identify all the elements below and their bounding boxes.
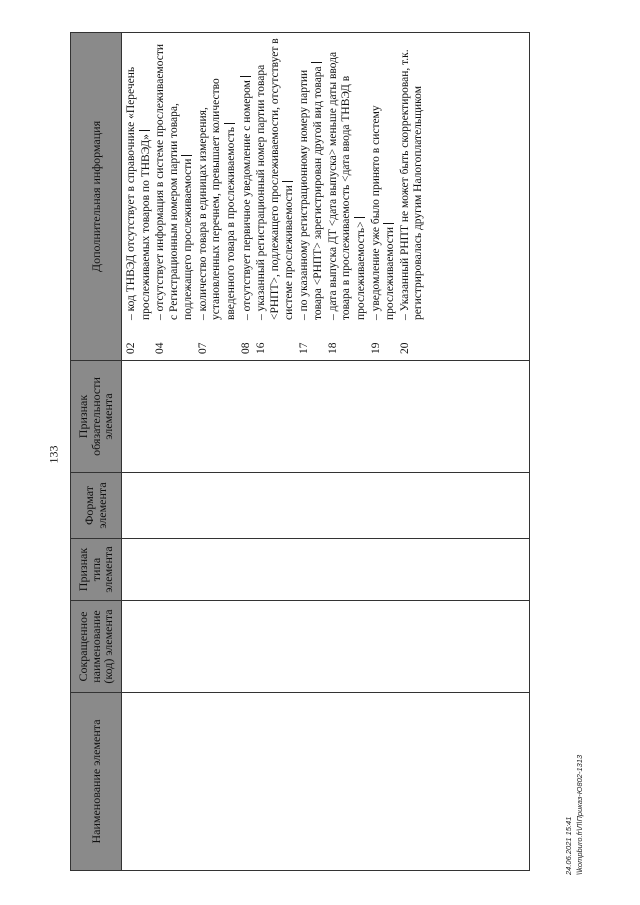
list-item bbox=[399, 37, 426, 354]
footer-timestamp: 24.06.2021 15:41 bbox=[564, 816, 573, 875]
list-item bbox=[240, 37, 255, 354]
error-code: 08 bbox=[239, 342, 252, 354]
error-text: – отсутствует первичное уведомление с номером bbox=[240, 80, 253, 320]
error-text: – по указанному регистрационному номеру партии товара <РНПТ> зарегистрирован другой вид товара bbox=[297, 66, 325, 320]
error-code: 18 bbox=[326, 342, 339, 354]
error-text: – Указанный РНПТ не может быть скорректирован, т.к. регистрировалась другим Налогоплательщиком bbox=[398, 49, 425, 320]
list-item bbox=[327, 37, 369, 354]
edit-mark-icon bbox=[139, 130, 150, 131]
header-short-name: Сокращенное наименование (код) элемента bbox=[71, 601, 122, 693]
edit-mark-icon bbox=[311, 62, 322, 63]
error-text: – код ТНВЭД отсутствует в справочнике «Перечень прослеживаемых товаров по ТНВЭД» bbox=[125, 66, 152, 320]
error-code: 02 bbox=[125, 342, 137, 354]
header-element-name: Наименование элемента bbox=[71, 693, 122, 871]
header-element-format: Формат элемента bbox=[71, 473, 122, 539]
footer-file-path: \\kompburo.fr\Л\Приказ-Ю802-1313 bbox=[575, 754, 584, 875]
edit-mark-icon bbox=[224, 123, 235, 124]
edit-mark-icon bbox=[282, 181, 293, 182]
rotated-sheet bbox=[70, 33, 530, 871]
cell-element-name bbox=[122, 693, 530, 871]
error-text: – указанный регистрационный номер партии товара <РНПТ>, подлежащего прослеживаемости, отсутствует в системе прослеживаемости bbox=[255, 38, 296, 320]
header-element-type: Признак типа элемента bbox=[71, 539, 122, 601]
error-code: 04 bbox=[154, 342, 167, 354]
table-header-row bbox=[71, 33, 122, 871]
list-item bbox=[125, 37, 153, 354]
cell-element-format bbox=[122, 473, 530, 539]
edit-mark-icon bbox=[240, 76, 251, 77]
list-item bbox=[197, 37, 239, 354]
list-item bbox=[255, 37, 297, 354]
error-code: 20 bbox=[398, 342, 411, 354]
header-required-flag: Признак обязательности элемента bbox=[71, 361, 122, 473]
error-text: – отсутствует информация в системе прослеживаемости с Регистрационным номером партии товара, подлежащего прослеживаемости bbox=[154, 43, 195, 320]
edit-mark-icon bbox=[383, 223, 394, 224]
table-row bbox=[122, 33, 530, 871]
elements-table bbox=[70, 32, 530, 871]
error-code: 16 bbox=[255, 342, 268, 354]
cell-element-type bbox=[122, 539, 530, 601]
list-item bbox=[298, 37, 326, 354]
page-number: 133 bbox=[46, 445, 61, 464]
error-text: – уведомление уже было принято в систему прослеживаемости bbox=[369, 105, 397, 320]
footer-file-info bbox=[563, 735, 593, 875]
error-code: 17 bbox=[297, 342, 310, 354]
landscape-content bbox=[70, 33, 530, 871]
list-item bbox=[154, 37, 196, 354]
edit-mark-icon bbox=[181, 155, 192, 156]
cell-required-flag bbox=[122, 361, 530, 473]
error-code: 07 bbox=[196, 342, 209, 354]
edit-mark-icon bbox=[354, 217, 365, 218]
error-text: – дата выпуска ДТ <дата выпуска> меньше даты ввода товара в прослеживаемость <дата ввода ТНВЭД в прослеживаемость> bbox=[326, 51, 367, 320]
error-code: 19 bbox=[369, 342, 382, 354]
error-text: – количество товара в единицах измерения, установленных перечнем, превышает количество введенного товара в прослеживаемость bbox=[196, 78, 237, 320]
cell-short-name bbox=[122, 601, 530, 693]
list-item bbox=[370, 37, 398, 354]
header-additional-info: Дополнительная информация bbox=[71, 33, 122, 361]
cell-additional-info bbox=[122, 33, 530, 361]
